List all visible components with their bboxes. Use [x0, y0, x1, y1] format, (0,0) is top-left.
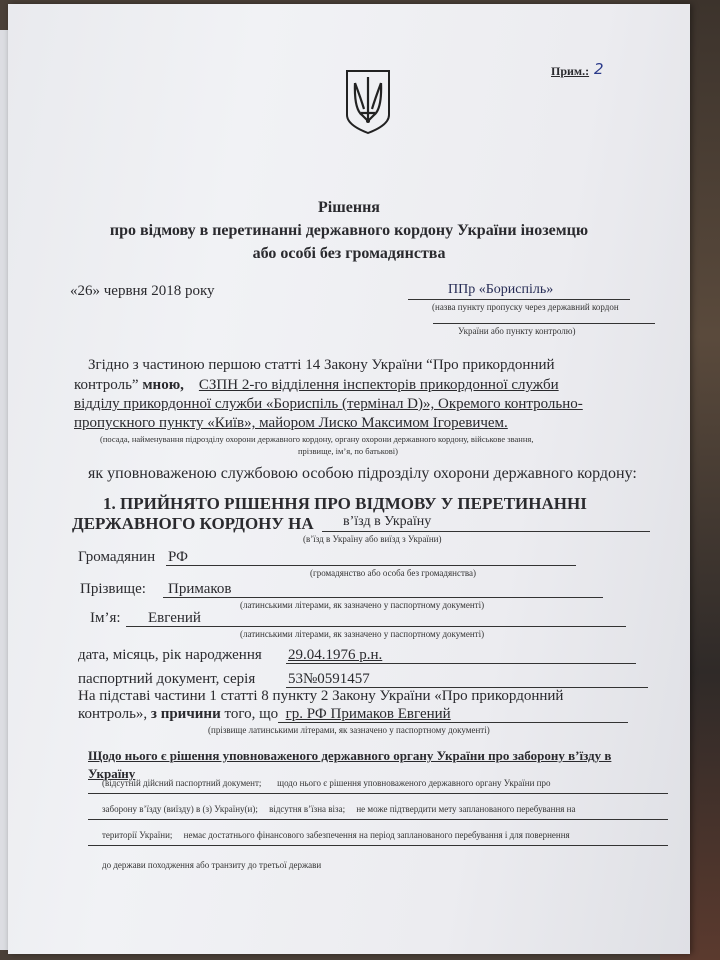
ukraine-coat-of-arms-icon: [345, 69, 391, 135]
citizen-value: РФ: [168, 549, 188, 565]
decision-caption: (в’їзд в Україну або виїзд з України): [303, 534, 442, 544]
basis-caption: (прізвище латинськими літерами, як зазначено у паспортному документі): [208, 725, 490, 735]
intro-line-1: Згідно з частиною першою статті 14 Закону України “Про прикордонний: [88, 357, 555, 373]
document-page: [8, 4, 690, 954]
prim-number: 2: [594, 60, 604, 78]
dob-value: 29.04.1976 р.н.: [288, 647, 383, 663]
intro-line-4: пропускного пункту «Київ», майором Лиско Максимом Ігоревичем.: [74, 415, 508, 431]
intro-line-3: відділу прикордонної служби «Бориспіль (термінал D)», Окремого контрольно-: [74, 396, 583, 412]
decision-line-1: 1. ПРИЙНЯТО РІШЕННЯ ПРО ВІДМОВУ У ПЕРЕТИНАННІ: [103, 494, 587, 513]
checkpoint-caption-2: України або пункту контролю): [458, 326, 576, 336]
authority-text: як уповноваженою службовою особою підрозділу охорони державного кордону:: [88, 465, 637, 482]
decision-value: в’їзд в Україну: [343, 514, 432, 529]
dob-label: дата, місяць, рік народження: [78, 647, 262, 663]
reason-line-2: Україну: [88, 766, 136, 781]
options-row-3: території України; немає достатнього фінансового забезпечення на період запланованого перебування і для повернення: [102, 830, 570, 840]
surname-caption: (латинськими літерами, як зазначено у паспортному документі): [240, 600, 485, 610]
checkpoint-caption-1: (назва пункту пропуску через державний кордон: [432, 302, 619, 312]
intro-caption-1: (посада, найменування підрозділу охорони державного кордону, органу охорони державного кордону, військове звання,: [100, 434, 534, 444]
name-label: Ім’я:: [90, 610, 121, 626]
intro-caption-2: прізвище, ім’я, по батькові): [298, 446, 398, 456]
title-line-2: про відмову в перетинанні державного кордону України іноземцю: [109, 222, 589, 239]
options-row-4: до держави походження або транзиту до третьої держави: [102, 860, 322, 870]
title-line-1: Рішення: [318, 199, 380, 216]
intro-line-2: контроль” мною, СЗПН 2-го відділення інспекторів прикордонної служби: [74, 377, 559, 393]
options-row-2: заборону в’їзду (виїзду) в (з) Україну(и); відсутня в’їзна віза; не може підтвердити мету запланованого перебування на: [102, 804, 576, 814]
passport-value: 53№0591457: [288, 671, 370, 687]
name-caption: (латинськими літерами, як зазначено у паспортному документі): [240, 629, 485, 639]
citizen-caption: (громадянство або особа без громадянства): [310, 568, 477, 578]
reason-line-1: Щодо нього є рішення уповноваженого державного органу України про заборону в’їзду в: [88, 748, 612, 763]
basis-line-2: контроль», з причини того, що гр. РФ Примаков Евгений: [78, 706, 451, 722]
passport-label: паспортний документ, серія: [78, 671, 256, 687]
surname-value: Примаков: [168, 581, 232, 597]
basis-line-1: На підставі частини 1 статті 8 пункту 2 Закону України «Про прикордонний: [78, 688, 564, 704]
citizen-label: Громадянин: [78, 549, 156, 565]
name-value: Евгений: [148, 610, 201, 626]
checkpoint-value: ППр «Бориспіль»: [448, 282, 554, 297]
decision-line-2: ДЕРЖАВНОГО КОРДОНУ НА: [72, 514, 314, 533]
surname-label: Прізвище:: [80, 581, 146, 597]
document-date: «26» червня 2018 року: [70, 283, 215, 299]
options-row-1: (відсутній дійсний паспортний документ; щодо нього є рішення уповноваженого державного органу України про: [102, 778, 551, 788]
prim-label: Прим.:: [551, 64, 590, 78]
title-line-3: або особі без громадянства: [252, 245, 446, 262]
